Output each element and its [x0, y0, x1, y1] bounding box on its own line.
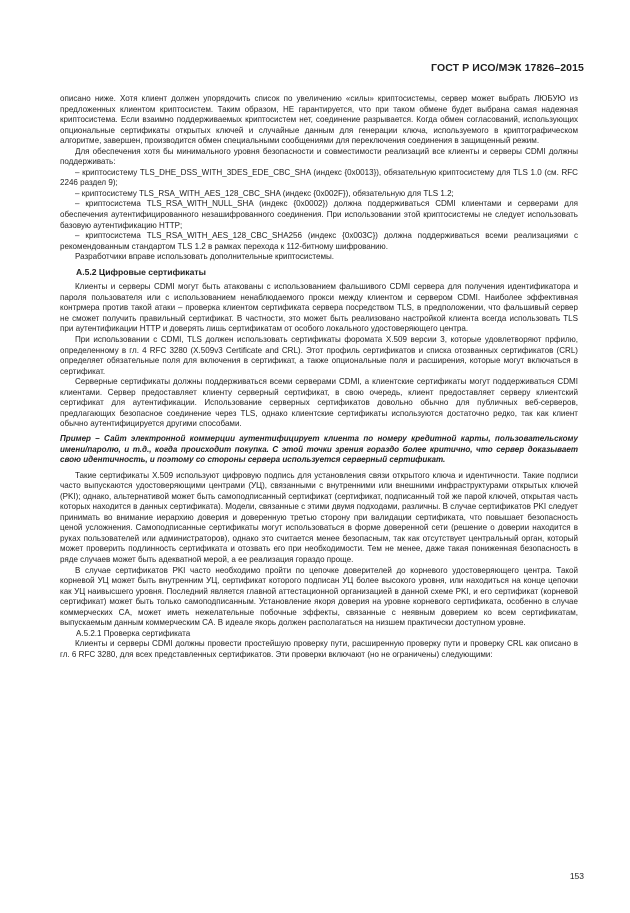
- example-note: Пример – Сайт электронной коммерции аутентифицирует клиента по номеру кредитной карты, пользовательскому имени/паролю, и т.д., когда происходит покупка. С этой точки зрения гораздо более критично, что сервер доказывает свою идентичность, и поэтому со стороны сервера используется серверный сертификат.: [60, 433, 578, 465]
- document-body: [60, 94, 578, 660]
- list-item-cipher-1: – криптосистему TLS_DHE_DSS_WITH_3DES_EDE_CBC_SHA (индекс {0x0013}), обязательную криптосистему для TLS 1.0 (см. RFC 2246 раздел 9);: [60, 167, 578, 188]
- paragraph-additional-ciphers: Разработчики вправе использовать дополнительные криптосистемы.: [75, 252, 335, 262]
- document-header: ГОСТ Р ИСО/МЭК 17826–2015: [431, 62, 584, 74]
- section-heading-digital-certificates: А.5.2 Цифровые сертификаты: [76, 266, 206, 277]
- paragraph-server-client-certs: Серверные сертификаты должны поддерживаться всеми серверами CDMI, а клиентские сертификаты могут поддерживаться CDMI клиентами. Сервер предоставляет клиенту серверный сертификат, в свою очередь, клиент предоставляет серверу клиентский сертификат для аутентификации. Использование серверных сертификатов довольно обычно для публичных веб-серверов, предлагающих безопасное соединение через TLS, однако клиентские сертификаты используются достаточно редко, так как клиент обычно аутентифицируется другими способами.: [60, 377, 578, 429]
- paragraph-cipher-negotiation: описано ниже. Хотя клиент должен упорядочить список по увеличению «силы» криптосистемы, сервер может выбрать ЛЮБУЮ из предложенных клиентом криптосистем. Таким образом, НЕ гарантируется, что при таком обмене будет выбрана самая надежная криптосистема. Если взаимно поддерживаемых криптосистем нет, соединение разрывается. Когда обмен согласований, использующих опциональные сертификаты открытых ключей и случайные данным для генерации ключа, используемого в криптографическом алгоритме, завершен, производится обмен специальными сообщениями для переключения соединения в защищенный режим.: [60, 94, 578, 146]
- subsection-heading-certificate-validation: А.5.2.1 Проверка сертификата: [76, 628, 191, 638]
- paragraph-x509-profile: При использовании с CDMI, TLS должен использовать сертификаты форомата X.509 версии 3, которые удовлетворяют прфилю, определенному в гл. 4 RFC 3280 (X.509v3 Certificate and CRL). Этот профиль сертификатов и списка отозванных сертификатов (CRL) определяет обязательные поля для включения в сертификат, а также опциональные поля и расширения, которые могут включаться в сертификат.: [60, 335, 578, 376]
- paragraph-pki-chain: В случае сертификатов PKI часто необходимо пройти по цепочке доверителей до корневого удостоверяющего центра. Такой корневой УЦ может быть внутренним УЦ, сертификат которого подписан УЦ более высокого уровня, или находиться на конце цепочки как УЦ наивысшего уровня. Последний является главной аттестационной организацией в данной схеме PKI, и его сертификат (корневой сертификат) может быть только самоподписанным. Установление якоря доверия на уровне корневого сертификата, особенно в случае коммерческих CA, может иметь нежелательные побочные эффекты, связанные с неявным доверием ко всем сертификатам, выпускаемым данным коммерческим CA. В идеале якорь должен располагаться на низшем практически доступном уровне.: [60, 565, 578, 628]
- list-item-cipher-2: – криптосистему TLS_RSA_WITH_AES_128_CBC_SHA (индекс {0x002F}), обязательную для TLS 1.2;: [75, 188, 454, 198]
- paragraph-requirements-intro: Для обеспечения хотя бы минимального уровня безопасности и совместимости реализаций все клиенты и серверы CDMI должны поддерживать:: [60, 146, 578, 167]
- paragraph-path-validation: Клиенты и серверы CDMI должны провести простейшую проверку пути, расширенную проверку пути и проверку CRL как описано в гл. 6 RFC 3280, для всех представленных сертификатов. Эти проверки включают (но не ограничены) следующими:: [60, 639, 578, 659]
- list-item-cipher-4: – криптосистема TLS_RSA_WITH_AES_128_CBC_SHA256 (индекс {0x003C}) должна поддерживаться всеми реализациями с рекомендованным стандартом TLS 1.2 в рамках перехода к 112-битному шифрованию.: [60, 231, 578, 251]
- list-item-cipher-3: – криптосистема TLS_RSA_WITH_NULL_SHA (индекс {0x0002}) должна поддерживаться CDMI клиентами и серверами для обеспечения аутентифицированного незашифрованного соединения. При использовании этой криптосистемы не следует использовать базовую аутентификацию HTTP;: [60, 199, 578, 230]
- paragraph-attack-countermeasure: Клиенты и серверы CDMI могут быть атакованы с использованием фальшивого CDMI сервера для получения идентификатора и пароля пользователя или с использованием ненаблюдаемого прокси между клиентом и сервером CDMI. Наиболее эффективная контрмера против такой атаки – проверка клиентом сертификата сервера посредством TLS, в предположении, что фальшивый сервер не сможет получить правильный сертификат. В частности, это может быть реализовано настройкой клиента всегда использовать TLS при аутентификации HTTP и доверять лишь сертификатам от особого локального удостоверяющего центра.: [60, 282, 578, 334]
- paragraph-x509-signatures: Такие сертификаты X.509 используют цифровую подпись для установления связи открытого ключа и идентичности. Такие подписи часто выпускаются удостоверяющими центрами (УЦ), связанными с внутренними или внешними инфраструктурами открытых ключей (PKI); однако, альтернативой может быть самоподписанный сертификат (сертификат, подписанный той же парой ключей, открытая часть которых находится в данных сертификата). Модели, связанные с этими двумя подходами, различны. В случае сертификатов PKI следует принимать во внимание иерархию доверия и доверенную третью сторону при валидации сертификата, что повышает безопасность ценой усложнения. Самоподписанные сертификаты могут использоваться в форме доверенной сети (решение о доверии находится в руках пользователей или администраторов), однако это считается менее безопасным, так как отсутствует центральный орган, который может проверить подлинность сертификата и отозвать его при необходимости. Тем не менее, даже такая пониженная безопасность в ряде случаев может быть адекватной мерой, а ее реализация гораздо проще.: [60, 470, 578, 564]
- page-number: 153: [569, 871, 584, 881]
